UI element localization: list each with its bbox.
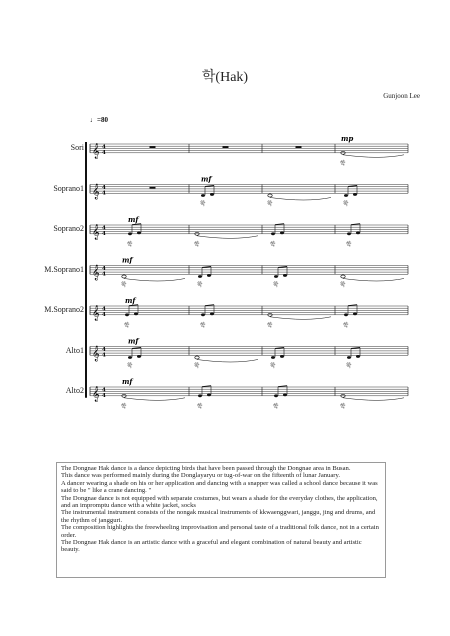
tie-arc xyxy=(124,279,185,282)
lyric-syllable: 학 xyxy=(340,160,346,167)
note-head xyxy=(283,274,287,277)
time-signature-bottom: 4 xyxy=(102,271,106,278)
note-beam xyxy=(202,267,211,268)
dynamic-mark: mf xyxy=(201,174,212,184)
lyric-syllable: 학 xyxy=(273,282,279,289)
program-note-line: This dance was performed mainly during the Donglayaryu or tug-of-war on the fifteenth of lunar January. xyxy=(61,472,340,480)
note-head xyxy=(137,355,141,358)
instrument-label: M.Soprano1 xyxy=(44,264,84,274)
note-head xyxy=(280,355,284,358)
lyric-syllable: 학 xyxy=(197,282,203,289)
program-note-line: The Dongnae dance is not equipped with separate costumes, but wears a shade for the everyday clothes, the application, and an impromptu dance with a white jacket, socks xyxy=(61,494,378,510)
time-signature-bottom: 4 xyxy=(102,149,106,156)
rest-mark xyxy=(223,146,229,148)
composer-name: Gunjoon Lee xyxy=(383,92,420,100)
tempo-marking: ♩=80 xyxy=(90,116,108,124)
lyric-syllable: 학 xyxy=(197,403,203,410)
time-signature-top: 4 xyxy=(102,306,106,313)
note-head xyxy=(341,275,345,278)
rest-mark xyxy=(296,146,302,148)
note-head xyxy=(201,194,205,197)
dynamic-mark: mf xyxy=(128,336,139,346)
rest-mark xyxy=(150,146,156,148)
tie-arc xyxy=(197,236,258,239)
lyric-syllable: 학 xyxy=(124,322,130,329)
note-head xyxy=(347,356,351,359)
program-note-line: The Dongnae Hak dance is a dance depicting birds that have been passed through the Dongnae area in Busan. xyxy=(61,465,351,472)
time-signature-bottom: 4 xyxy=(102,311,106,318)
note-head xyxy=(137,231,141,234)
note-head xyxy=(344,313,348,316)
lyric-syllable: 학 xyxy=(121,403,127,410)
note-head xyxy=(353,312,357,315)
note-beam xyxy=(275,224,284,225)
note-head xyxy=(210,193,214,196)
note-head xyxy=(134,312,138,315)
tie-arc xyxy=(343,279,404,282)
note-head xyxy=(356,231,360,234)
note-beam xyxy=(278,267,287,268)
lyric-syllable: 학 xyxy=(270,241,276,248)
program-notes xyxy=(56,462,386,578)
tie-arc xyxy=(343,155,404,158)
tie-arc xyxy=(343,398,404,401)
lyric-syllable: 학 xyxy=(343,201,349,208)
note-head xyxy=(268,194,272,197)
note-head xyxy=(198,394,202,397)
tie-arc xyxy=(197,360,258,363)
instrument-label: M.Soprano2 xyxy=(44,305,84,314)
note-beam xyxy=(348,186,357,187)
lyric-syllable: 학 xyxy=(273,403,279,410)
treble-clef-icon: 𝄞 xyxy=(92,224,100,240)
dynamic-mark: mf xyxy=(122,377,133,386)
note-beam xyxy=(132,348,141,349)
note-head xyxy=(280,231,284,234)
instrument-label: Alto1 xyxy=(65,345,84,355)
score-title: 학(Hak) xyxy=(201,70,249,85)
lyric-syllable: 학 xyxy=(340,282,346,289)
lyric-syllable: 학 xyxy=(127,241,133,248)
note-head xyxy=(353,193,357,196)
note-head xyxy=(125,313,129,316)
note-head xyxy=(271,356,275,359)
dynamic-mark: mf xyxy=(125,296,136,305)
note-beam xyxy=(351,348,360,349)
program-note-line: The Dongnae Hak dance is an artistic dance with a graceful and elegant combination of natural beauty and artistic beauty. xyxy=(61,539,362,554)
lyric-syllable: 학 xyxy=(194,241,200,248)
note-head xyxy=(347,232,351,235)
time-signature-top: 4 xyxy=(102,387,106,394)
lyric-syllable: 학 xyxy=(346,241,352,248)
treble-clef-icon: 𝄞 xyxy=(92,184,100,200)
note-beam xyxy=(275,348,284,349)
time-signature-bottom: 4 xyxy=(102,392,106,399)
dynamic-mark: mp xyxy=(341,134,354,143)
note-head xyxy=(128,232,132,235)
time-signature-top: 4 xyxy=(102,265,106,272)
time-signature-top: 4 xyxy=(102,225,106,232)
note-head xyxy=(207,274,211,277)
lyric-syllable: 학 xyxy=(127,363,133,370)
note-head xyxy=(344,194,348,197)
note-head xyxy=(128,356,132,359)
program-note-line: The instrumental instrument consists of the nongak musical instruments of kkwaenggwari, janggu, jing and drums, and the rhythm of jangguri. xyxy=(61,509,376,524)
note-head xyxy=(271,232,275,235)
treble-clef-icon: 𝄞 xyxy=(92,305,100,321)
dynamic-mark: mf xyxy=(128,215,139,224)
lyric-syllable: 학 xyxy=(340,403,346,410)
time-signature-top: 4 xyxy=(102,144,106,151)
note-beam xyxy=(351,224,360,225)
instrument-label: Alto2 xyxy=(65,386,84,395)
instrument-label: Sori xyxy=(70,143,84,152)
note-head xyxy=(274,394,278,397)
lyric-syllable: 학 xyxy=(121,282,127,289)
time-signature-top: 4 xyxy=(102,346,106,353)
rest-mark xyxy=(150,187,156,189)
note-head xyxy=(122,275,126,278)
note-beam xyxy=(348,305,357,306)
lyric-syllable: 학 xyxy=(194,363,200,370)
note-head xyxy=(201,313,205,316)
note-head xyxy=(195,356,199,359)
lyric-syllable: 학 xyxy=(343,322,349,329)
note-beam xyxy=(202,386,211,387)
treble-clef-icon: 𝄞 xyxy=(92,265,100,281)
lyric-syllable: 학 xyxy=(267,322,273,329)
lyric-syllable: 학 xyxy=(267,201,273,208)
note-beam xyxy=(205,305,214,306)
note-head xyxy=(356,355,360,358)
tie-arc xyxy=(270,198,331,201)
note-beam xyxy=(278,386,287,387)
treble-clef-icon: 𝄞 xyxy=(92,143,100,159)
note-head xyxy=(198,275,202,278)
treble-clef-icon: 𝄞 xyxy=(92,346,100,362)
tie-arc xyxy=(270,317,331,320)
time-signature-bottom: 4 xyxy=(102,230,106,237)
treble-clef-icon: 𝄞 xyxy=(92,386,100,402)
instrument-label: Soprano1 xyxy=(53,183,84,193)
lyric-syllable: 학 xyxy=(346,363,352,370)
note-beam xyxy=(205,186,214,187)
lyric-syllable: 학 xyxy=(270,363,276,370)
note-head xyxy=(283,393,287,396)
program-note-line: The composition highlights the freewheeling improvisation and personal taste of a traditional folk dance, not in a certain order. xyxy=(61,524,379,539)
lyric-syllable: 학 xyxy=(200,322,206,329)
dynamic-mark: mf xyxy=(122,255,133,265)
time-signature-bottom: 4 xyxy=(102,190,106,197)
tie-arc xyxy=(124,398,185,401)
time-signature-top: 4 xyxy=(102,184,106,191)
note-head xyxy=(210,312,214,315)
lyric-syllable: 학 xyxy=(200,201,206,208)
program-note-line: A dancer wearing a shade on his or her application and dancing with a snapper was called a school dance because it was said to be " like a crane dancing. " xyxy=(61,479,378,495)
time-signature-bottom: 4 xyxy=(102,352,106,359)
instrument-label: Soprano2 xyxy=(53,224,84,233)
note-head xyxy=(274,275,278,278)
note-head xyxy=(207,393,211,396)
